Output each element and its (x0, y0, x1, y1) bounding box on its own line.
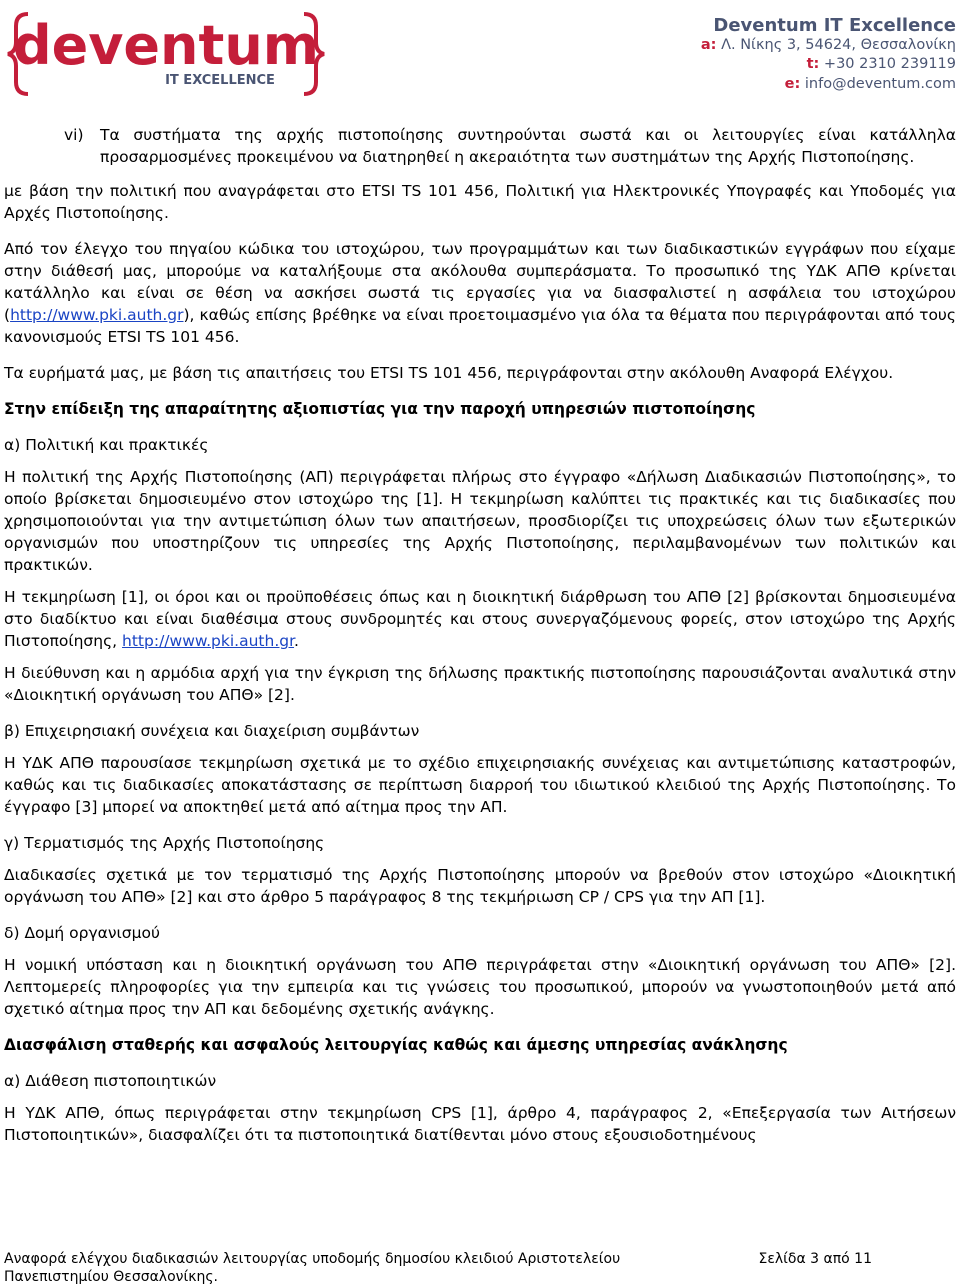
pki-link-2[interactable]: http://www.pki.auth.gr (122, 632, 295, 650)
footer-title: Αναφορά ελέγχου διαδικασιών λειτουργίας υποδομής δημοσίου κλειδιού Αριστοτελείου (4, 1251, 621, 1267)
pki-link[interactable]: http://www.pki.auth.gr (10, 306, 184, 324)
address-line: a: Λ. Νίκης 3, 54624, Θεσσαλονίκη (700, 36, 956, 53)
paragraph-structure: Η νομική υπόσταση και η διοικητική οργάνωση του ΑΠΘ περιγράφεται στην «Διοικητική οργάνωση του ΑΠΘ» [2]. Λεπτομερείς πληροφορίες για την εμπειρία και τις γνώσεις του προσωπικού, μπορούν να γνωστοποιηθούν μετά από σχετικό αίτημα προς την ΑΠ και δεδομένης σχετικής ανάγκης. (4, 956, 956, 1018)
company-name: Deventum IT Excellence (713, 15, 956, 36)
section-heading-trust: Στην επίδειξη της απαραίτητης αξιοπιστίας για την παροχή υπηρεσιών πιστοποίησης (4, 400, 756, 418)
section-heading-operation: Διασφάλιση σταθερής και ασφαλούς λειτουργίας καθώς και άμεσης υπηρεσίας ανάκλησης (4, 1036, 788, 1054)
subsection-title-certificates: α) Διάθεση πιστοποιητικών (4, 1072, 217, 1090)
list-number: vi) (64, 126, 84, 144)
email-line[interactable]: e: info@deventum.com (784, 75, 956, 92)
subsection-title-policy: α) Πολιτική και πρακτικές (4, 436, 209, 454)
paragraph-findings: Τα ευρήματά μας, με βάση τις απαιτήσεις του ETSI TS 101 456, περιγράφονται στην ακόλουθη Αναφορά Ελέγχου. (4, 364, 894, 382)
paragraph-policy: με βάση την πολιτική που αναγράφεται στο ETSI TS 101 456, Πολιτική για Ηλεκτρονικές Υπογραφές και Υποδομές για Αρχές Πιστοποίησης. (4, 182, 956, 222)
phone-line: t: +30 2310 239119 (806, 56, 956, 72)
list-text: Τα συστήματα της αρχής πιστοποίησης συντηρούνται σωστά και οι λειτουργίες είναι κατάλληλα προσαρμοσμένες προκειμένου να διατηρηθεί η ακεραιότητα των συστημάτων της Αρχής Πιστοποίησης. (100, 126, 956, 166)
deventum-logo (6, 2, 326, 102)
subsection-title-continuity: β) Επιχειρησιακή συνέχεια και διαχείριση συμβάντων (4, 722, 420, 740)
page-number: Σελίδα 3 από 11 (758, 1251, 872, 1267)
contact-block (701, 16, 956, 94)
paragraph-documentation: Η τεκμηρίωση [1], οι όροι και οι προϋποθέσεις όπως και η διοικητική διάρθρωση του ΑΠΘ [2] βρίσκονται δημοσιευμένα στο διαδίκτυο και είναι διαθέσιμα στους συνδρομητές και στους συνεργαζόμενους φορείς, στον ιστοχώρο της Αρχής Πιστοποίησης, http://www.pki.auth.gr. (4, 588, 956, 650)
document-body (4, 124, 956, 1146)
paragraph-policy-doc: Η πολιτική της Αρχής Πιστοποίησης (ΑΠ) περιγράφεται πλήρως στο έγγραφο «Δήλωση Διαδικασιών Πιστοποίησης», το οποίο βρίσκεται δημοσιευμένο στον ιστοχώρο της [1]. Η τεκμηρίωση καλύπτει τις πρακτικές και τις διαδικασίες που χρησιμοποιούνται για την αντιμετώπιση όλων των απαιτήσεων, προσδιορίζει τις υποχρεώσεις όλων των εξωτερικών οργανισμών που υποστηρίζουν τις υπηρεσίες της Αρχής Πιστοποίησης, περιλαμβανομένων των πολιτικών και πρακτικών. (4, 468, 956, 574)
logo-subtitle: IT EXCELLENCE (165, 73, 275, 88)
subsection-title-termination: γ) Τερματισμός της Αρχής Πιστοποίησης (4, 834, 325, 852)
page-footer (4, 1250, 956, 1286)
paragraph-certificates: Η ΥΔΚ ΑΠΘ, όπως περιγράφεται στην τεκμηρίωση CPS [1], άρθρο 4, παράγραφος 2, «Επεξεργασία των Αιτήσεων Πιστοποιητικών», διασφαλίζει ότι τα πιστοποιητικά διατίθενται μόνο στους εξουσιοδοτημένους (4, 1104, 956, 1144)
footer-title-2: Πανεπιστημίου Θεσσαλονίκης. (4, 1269, 219, 1285)
paragraph-termination: Διαδικασίες σχετικά με τον τερματισμό της Αρχής Πιστοποίησης μπορούν να βρεθούν στον ιστοχώρο «Διοικητική οργάνωση του ΑΠΘ» [2] και στο άρθρο 5 παράγραφος 8 της τεκμήριωση CP / CPS για την ΑΠ [1]. (4, 866, 956, 906)
paragraph-authority: Η διεύθυνση και η αρμόδια αρχή για την έγκριση της δήλωσης πρακτικής πιστοποίησης παρουσιάζονται αναλυτικά στην «Διοικητική οργάνωση του ΑΠΘ» [2]. (4, 664, 956, 704)
paragraph-continuity: Η ΥΔΚ ΑΠΘ παρουσίασε τεκμηρίωση σχετικά με το σχέδιο επιχειρησιακής συνέχειας και αντιμετώπισης καταστροφών, καθώς και τις διαδικασίες αποκατάστασης σε περίπτωση διαρροή του ιδιωτικού κλειδιού της Αρχής Πιστοποίησης. Το έγγραφο [3] μπορεί να αποκτηθεί μετά από αίτημα προς την ΑΠ. (4, 754, 956, 816)
page-header (0, 0, 960, 110)
logo-wordmark: deventum (12, 14, 320, 77)
paragraph-conclusions: Από τον έλεγχο του πηγαίου κώδικα του ιστοχώρου, των προγραμμάτων και των διαδικαστικών εγγράφων που είχαμε στην διάθεσή μας, μπορούμε να καταλήξουμε στα ακόλουθα συμπεράσματα. Το προσωπικό της ΥΔΚ ΑΠΘ κρίνεται κατάλληλο και είναι σε θέση να ασκήσει σωστά τις εργασίες για να διασφαλιστεί η ασφάλεια του ιστοχώρου (http://www.pki.auth.gr), καθώς επίσης βρέθηκε να είναι προετοιμασμένο για όλα τα θέματα που περιγράφονται από τους κανονισμούς ETSI TS 101 456. (4, 240, 956, 346)
list-item-vi (4, 124, 956, 168)
subsection-title-structure: δ) Δομή οργανισμού (4, 924, 160, 942)
